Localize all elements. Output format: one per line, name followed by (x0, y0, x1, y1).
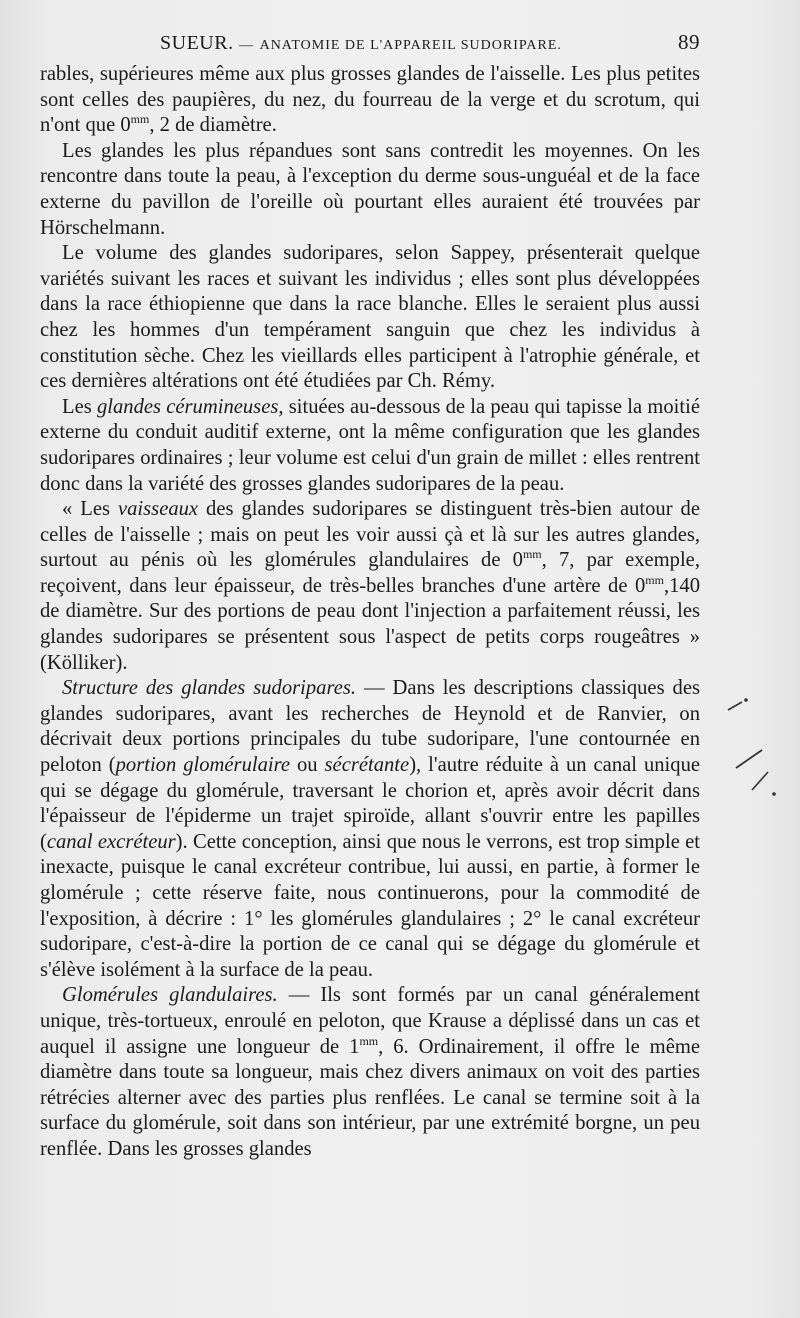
body-text (40, 62, 700, 1163)
paragraph (40, 983, 700, 1162)
header-title: ANATOMIE DE L'APPAREIL SUDORIPARE. (259, 38, 562, 53)
page-number: 89 (678, 30, 700, 54)
text-run: — Dans les descriptions classiques des glandes sudoripares, avant les recherches de Heynold et de Ranvier, on décrivait deux portions principales du tube sudoripare, l'une contournée en peloton ( (40, 677, 700, 777)
text-run: ,140 de diamètre. Sur des portions de peau dont l'injection a parfaitement réussi, les glandes sudoripares se présentent sous l'aspect de petits corps rougeâtres » (Kölliker). (40, 574, 700, 674)
running-title (160, 32, 562, 55)
text-run: Le volume des glandes sudoripares, selon Sappey, présenterait quelque variétés suivant les races et suivant les individus ; elles sont plus développées dans la race éthiopienne que dans la race blanche. Elles le seraient plus aussi chez les hommes d'un tempérament sanguin que chez les individus à constitution sèche. Chez les vieillards elles participent à l'atrophie générale, et ces dernières altérations ont été étudiées par Ch. Rémy. (40, 242, 700, 393)
unit-superscript: mm (130, 112, 150, 127)
paragraph (40, 62, 700, 139)
italic-phrase: vaisseaux (118, 498, 199, 521)
text-run: ou (290, 754, 325, 777)
running-header (40, 30, 700, 60)
text-run: , 7, par exemple, reçoivent, dans leur épaisseur, de très-belles branches d'une artère de 0 (40, 549, 700, 597)
text-run: ), l'autre réduite à un canal unique qui se dégage du glomérule, traversant le chorion et, après avoir décrit dans l'épaisseur de l'épiderme un trajet spiroïde, allant s'ouvrir entre les papilles ( (40, 754, 701, 853)
italic-phrase: Structure des glandes sudoripares. (62, 677, 357, 700)
text-run: « Les (62, 498, 118, 521)
italic-phrase: sécrétante (324, 754, 410, 777)
paragraph (40, 497, 700, 676)
text-run: des glandes sudoripares se distinguent très-bien autour de celles de l'aisselle ; mais on peut les voir aussi çà et là sur les autres glandes, surtout au pénis où les glomérules glandulaires de 0 (40, 498, 700, 572)
text-run: , 6. Ordinairement, il offre le même diamètre dans toute sa longueur, mais chez divers animaux on voit des parties rétrécies alterner avec des parties plus renflées. Le canal se termine soit à la surface du glomérule, soit dans son intérieur, par une extrémité borgne, un peu renflée. Dans les grosses glandes (40, 1035, 700, 1160)
paragraph (40, 676, 700, 983)
paragraph (40, 139, 700, 241)
text-run: , 2 de diamètre. (149, 114, 277, 137)
margin-pencil-marks (720, 690, 790, 800)
text-run: , situées au-dessous de la peau qui tapisse la moitié externe du conduit auditif externe, ont la même configuration que les glandes sudoripares ordinaires ; leur volume est celui d'un grain de millet : elles rentrent donc dans la variété des grosses glandes sudoripares de la peau. (40, 395, 700, 495)
text-run: Les (62, 395, 97, 418)
unit-superscript: mm (359, 1033, 379, 1048)
header-separator: — (239, 38, 255, 53)
header-author: SUEUR. (160, 32, 234, 54)
text-run: rables, supérieures même aux plus grosses glandes de l'aisselle. Les plus petites sont celles des paupières, du nez, du fourreau de la verge et du scrotum, qui n'ont que 0 (40, 63, 700, 137)
paragraph (40, 395, 700, 497)
italic-phrase: portion glomérulaire (115, 754, 290, 777)
text-run: — Ils sont formés par un canal généralement unique, très-tortueux, enroulé en peloton, que Krause a déplissé dans un cas et auquel il assigne une longueur de 1 (40, 984, 700, 1058)
italic-phrase: glandes cérumineuses (96, 395, 279, 418)
text-run: ). Cette conception, ainsi que nous le verrons, est trop simple et inexacte, puisque le canal excréteur contribue, lui aussi, en partie, à former le glomérule ; cette réserve faite, nous continuerons, pour la commodité de l'exposition, à décrire : 1° les glomérules glandulaires ; 2° le canal excréteur sudoripare, c'est-à-dire la portion de ce canal qui se dégage du glomérule et s'élève isolément à la surface de la peau. (40, 830, 700, 981)
italic-phrase: canal excréteur (46, 830, 176, 853)
italic-phrase: Glomérules glandulaires. (62, 984, 278, 1007)
paragraph (40, 241, 700, 395)
text-run: Les glandes les plus répandues sont sans contredit les moyennes. On les rencontre dans toute la peau, à l'exception du derme sous-unguéal et de la face externe du pavillon de l'oreille où pourtant elles auraient été trouvées par Hörschelmann. (40, 139, 700, 239)
unit-superscript: mm (645, 573, 664, 588)
unit-superscript: mm (522, 547, 542, 562)
